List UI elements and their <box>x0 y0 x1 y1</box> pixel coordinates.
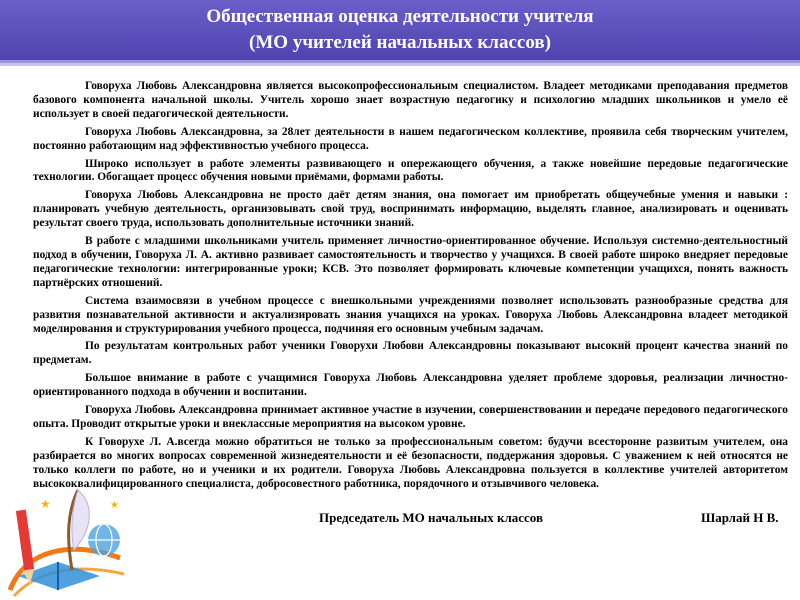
paragraph: Говоруха Любовь Александровна не просто даёт детям знания, она помогает им приобретать общеучебные умения и навыки : планировать учебную деятельность, организовывать свой труд, воспринимать информацию, выделять главное, анализировать и оценивать результат своего труда, использовать дополнительные источники знаний. <box>33 189 788 230</box>
document-body <box>33 80 788 495</box>
page-subtitle: (МО учителей начальных классов) <box>249 32 551 53</box>
signature-position: Председатель МО начальных классов <box>319 510 543 525</box>
signature-name: Шарлай Н В. <box>701 510 779 525</box>
paragraph: По результатам контрольных работ ученики Говорухи Любови Александровны показывают высокий процент качества знаний по предметам. <box>33 340 788 367</box>
paragraph: К Говорухе Л. А.всегда можно обратиться не только за профессиональным советом: будучи всесторонне развитым учителем, она разбирается во многих вопросах современной жизнедеятельности и её безопасности, поддержания здоровья. С уважением к ней относятся не только коллеги по работе, но и ученики и их родители. Говоруха Любовь Александровна пользуется в коллективе учителей авторитетом высококвалифицированного специалиста, добросовестного работника, порядочного и отзывчивого человека. <box>33 435 788 490</box>
education-logo-icon <box>0 480 132 600</box>
paragraph: Большое внимание в работе с учащимися Говоруха Любовь Александровна уделяет проблеме здоровья, реализации личностно-ориентированного подхода в обучении и воспитании. <box>33 372 788 399</box>
header-divider <box>0 63 800 66</box>
paragraph: Говоруха Любовь Александровна является высокопрофессиональным специалистом. Владеет методиками преподавания предметов базового компонента начальной школы. Учитель хорошо знает возрастную педагогику и психологию младших школьников и умело её использует в своей педагогической деятельности. <box>33 80 788 120</box>
paragraph: Говоруха Любовь Александровна, за 28лет деятельности в нашем педагогическом коллективе, проявила себя творческим учителем, постоянно работающим над эффективностью учебного процесса. <box>33 125 788 152</box>
svg-text:★: ★ <box>40 497 51 511</box>
paragraph: В работе с младшими школьниками учитель применяет личностно-ориентированное обучение. Используя системно-деятельностный подход в обучении, Говоруха Л. А. активно развивает самостоятельность и творчество у учащихся. В своей работе широко внедряет передовые педагогические технологии: интегрированные уроки; КСВ. Это позволяет формировать ключевые компетенции учащихся, понять важность партнёрских отношений. <box>33 235 788 289</box>
svg-text:★: ★ <box>110 500 119 511</box>
paragraph: Система взаимосвязи в учебном процессе с внешкольными учреждениями позволяет использовать разнообразные средства для развития познавательной активности и актуализировать знания учащихся на уроках. Говоруха Любовь Александровна владеет методикой моделирования и структурирования учебного процесса, подчиняя его основным учебным задачам. <box>33 294 788 335</box>
header-bar <box>0 0 800 60</box>
paragraph: Говоруха Любовь Александровна принимает активное участие в изучении, совершенствовании и передаче передового педагогического опыта. Проводит открытые уроки и внеклассные мероприятия на высоком уровне. <box>33 404 788 430</box>
paragraph: Широко использует в работе элементы развивающего и опережающего обучения, а также новейшие передовые педагогические технологии. Обогащает процесс обучения новыми приёмами, формами работы. <box>33 157 788 184</box>
page-title: Общественная оценка деятельности учителя <box>206 6 594 27</box>
